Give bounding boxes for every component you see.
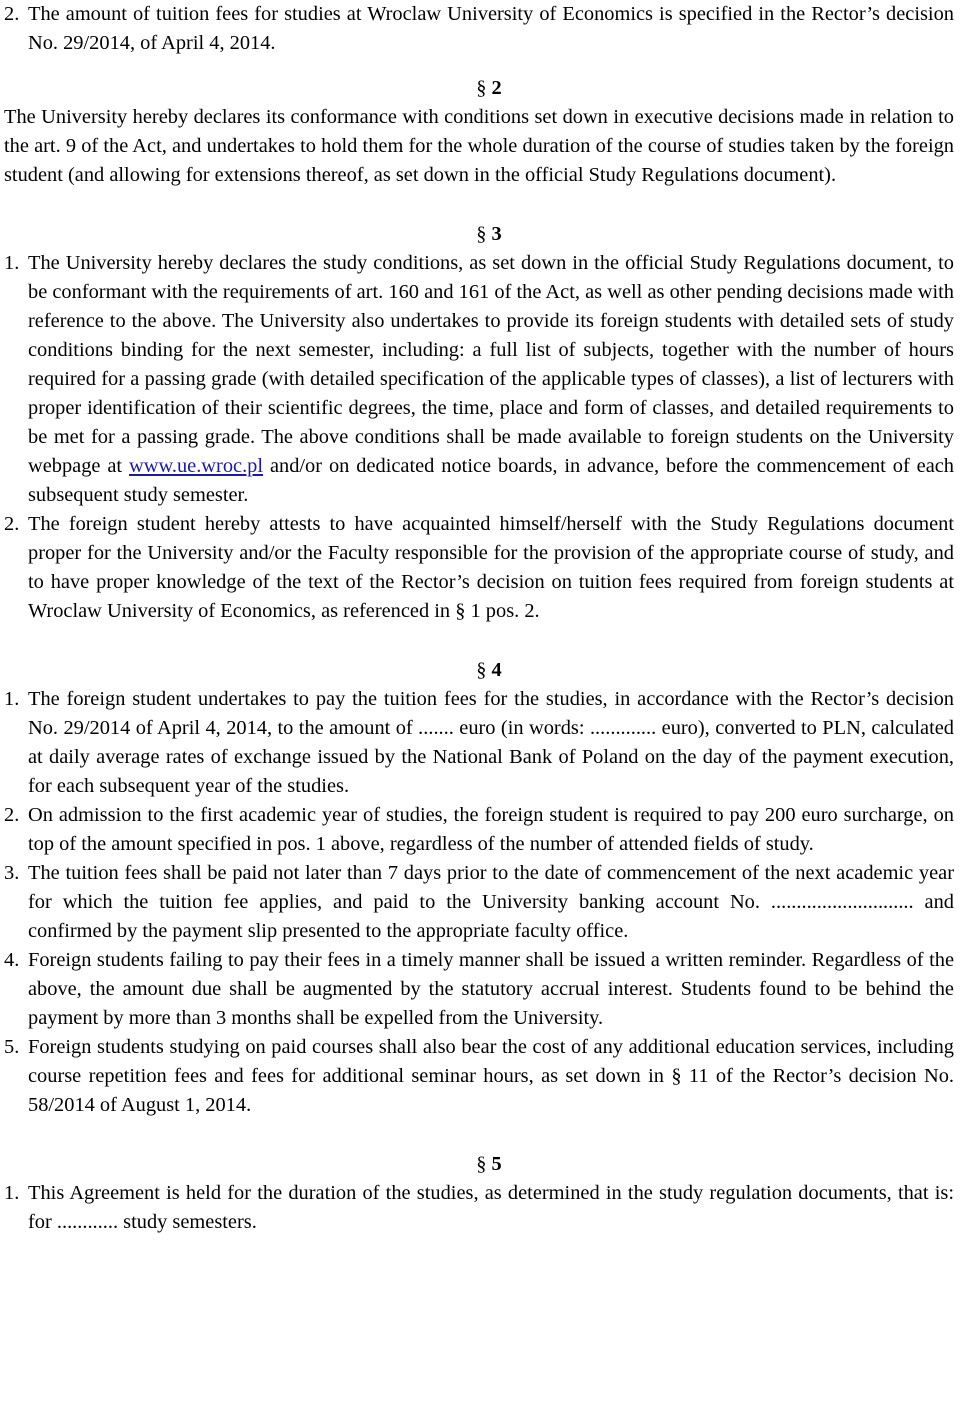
- item-text: This Agreement is held for the duration of the studies, as determined in the study regulation documents, that is: for ............ study semesters.: [28, 1182, 954, 1233]
- section-2-paragraph: The University hereby declares its conformance with conditions set down in executive decisions made in relation to the art. 9 of the Act, and undertakes to hold them for the whole duration of the course of studies taken by the foreign student (and allowing for extensions thereof, as set down in the official Study Regulations document).: [4, 106, 954, 186]
- section-symbol: §: [476, 223, 487, 245]
- item-number: 1.: [4, 252, 20, 274]
- item-number: 2.: [4, 804, 20, 826]
- section-5-item-1: [4, 1179, 954, 1237]
- intro-item: [4, 0, 954, 58]
- university-website-link[interactable]: www.ue.wroc.pl: [129, 455, 264, 477]
- item-number: 5.: [4, 1036, 20, 1058]
- section-number: 5: [491, 1153, 502, 1175]
- item-text: The foreign student hereby attests to have acquainted himself/herself with the Study Regulations document proper for the University and/or the Faculty responsible for the provision of the appropriate course of study, and to have proper knowledge of the text of the Rector’s decision on tuition fees required from foreign students at Wroclaw University of Economics, as referenced in § 1 pos. 2.: [28, 513, 954, 622]
- section-heading-2: [4, 74, 954, 103]
- section-3-item-2: [4, 510, 954, 626]
- item-text-part: The University hereby declares the study conditions, as set down in the official Study Regulations document, to be conformant with the requirements of art. 160 and 161 of the Act, as well as other pending decisions made with reference to the above. The University also undertakes to provide its foreign students with detailed sets of study conditions binding for the next semester, including: a full list of subjects, together with the number of hours required for a passing grade (with detailed specification of the applicable types of classes), a list of lecturers with proper identification of their scientific degrees, the time, place and form of classes, and detailed requirements to be met for a passing grade. The above conditions shall be made available to foreign students on the University webpage at: [28, 252, 954, 477]
- item-text: The foreign student undertakes to pay the tuition fees for the studies, in accordance with the Rector’s decision No. 29/2014 of April 4, 2014, to the amount of ....... euro (in words: ............. euro), converted to PLN, calculated at daily average rates of exchange issued by the National Bank of Poland on the day of the payment execution, for each subsequent year of the studies.: [28, 688, 954, 797]
- section-symbol: §: [476, 77, 487, 99]
- section-heading-3: [4, 220, 954, 249]
- item-text: [28, 249, 954, 510]
- item-number: 2.: [4, 513, 20, 535]
- item-number: 1.: [4, 688, 20, 710]
- section-heading-4: [4, 656, 954, 685]
- section-3-item-1: [4, 249, 954, 510]
- section-4-item-2: [4, 801, 954, 859]
- item-number: 2.: [4, 3, 20, 25]
- section-symbol: §: [476, 1153, 487, 1175]
- item-text: On admission to the first academic year of studies, the foreign student is required to pay 200 euro surcharge, on top of the amount specified in pos. 1 above, regardless of the number of attended fields of study.: [28, 804, 954, 855]
- section-heading-5: [4, 1150, 954, 1179]
- section-4-item-1: [4, 685, 954, 801]
- item-text: Foreign students studying on paid courses shall also bear the cost of any additional education services, including course repetition fees and fees for additional seminar hours, as set down in § 11 of the Rector’s decision No. 58/2014 of August 1, 2014.: [28, 1036, 954, 1116]
- item-number: 1.: [4, 1182, 20, 1204]
- section-4-item-3: [4, 859, 954, 946]
- item-number: 3.: [4, 862, 20, 884]
- section-number: 4: [491, 659, 502, 681]
- item-number: 4.: [4, 949, 20, 971]
- item-text: The tuition fees shall be paid not later than 7 days prior to the date of commencement of the next academic year for which the tuition fee applies, and paid to the University banking account No. ............................ and confirmed by the payment slip presented to the appropriate faculty office.: [28, 862, 954, 942]
- section-number: 3: [491, 223, 502, 245]
- section-4-item-4: [4, 946, 954, 1033]
- item-text-part: and/or on dedicated notice boards, in advance, before the commencement of each subsequent study semester.: [28, 455, 955, 506]
- section-number: 2: [491, 77, 502, 99]
- item-text: Foreign students failing to pay their fees in a timely manner shall be issued a written reminder. Regardless of the above, the amount due shall be augmented by the statutory accrual interest. Students found to be behind the payment by more than 3 months shall be expelled from the University.: [28, 949, 954, 1029]
- section-4-item-5: [4, 1033, 954, 1120]
- item-text: The amount of tuition fees for studies at Wroclaw University of Economics is specified in the Rector’s decision No. 29/2014, of April 4, 2014.: [28, 3, 954, 54]
- section-symbol: §: [476, 659, 487, 681]
